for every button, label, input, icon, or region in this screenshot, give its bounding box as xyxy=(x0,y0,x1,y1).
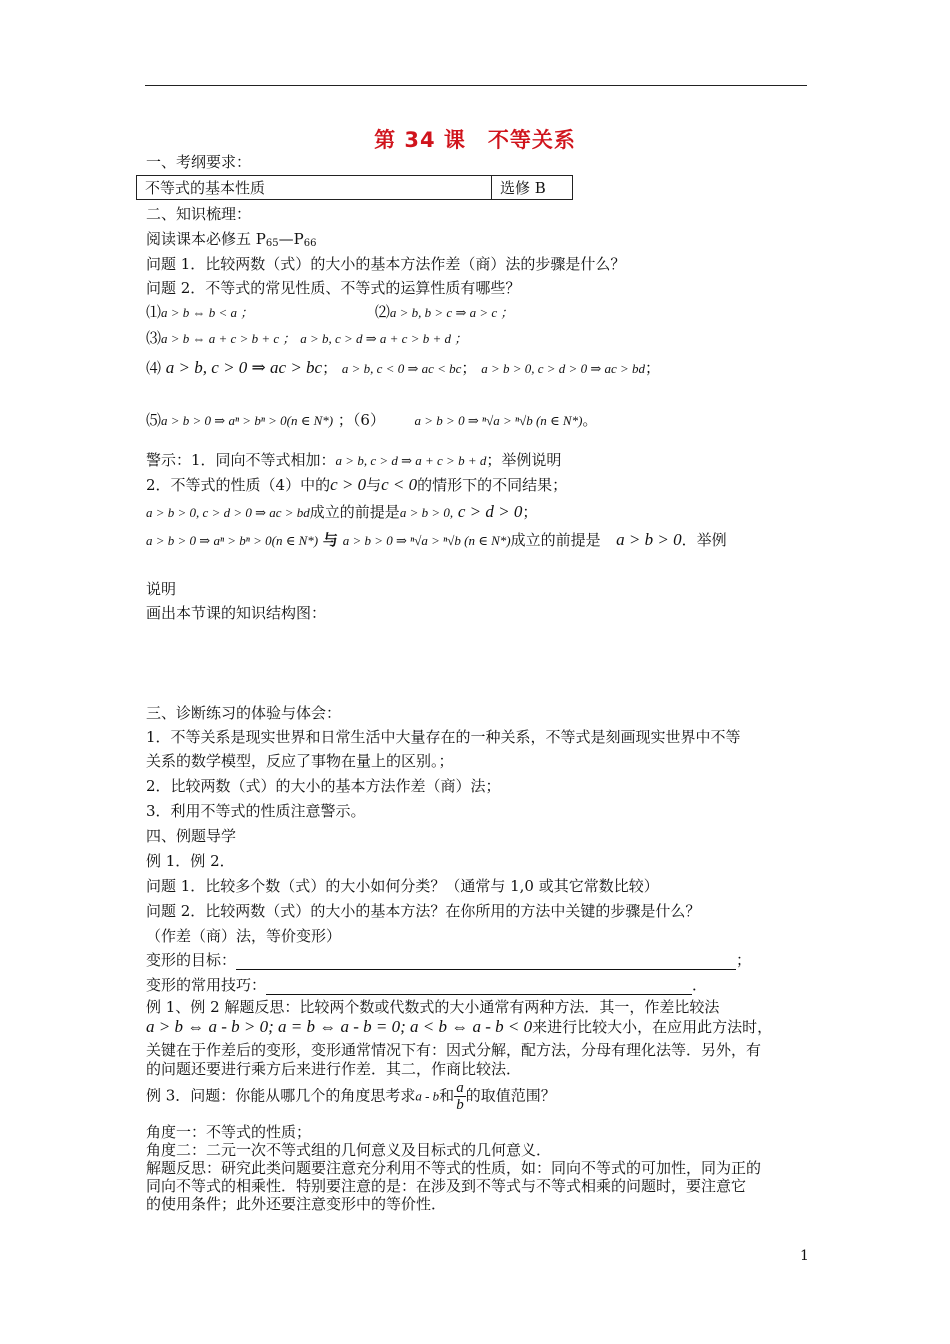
diagnosis-3: 3．利用不等式的性质注意警示。 xyxy=(146,802,366,820)
transform-techniques: 变形的常用技巧： ． xyxy=(146,976,708,994)
solution-reflection-1: 解题反思：研究此类问题要注意充分利用不等式的性质，如：同向不等式的可加性，同为正的 xyxy=(146,1159,762,1177)
goal-blank xyxy=(236,955,736,970)
fraction-a-over-b: $\frac{a}{b}$ xyxy=(456,1080,464,1113)
solution-reflection-2: 同向不等式的相乘性．特别要注意的是：在涉及到不等式与不等式相乘的问题时，要注意它 xyxy=(146,1177,747,1195)
reflection-2: a > b ⇔ a - b > 0; a = b ⇔ a - b = 0; a < b ⇔ a - b < 0来进行比较大小，在应用此方法时， xyxy=(146,1017,773,1036)
table-cell-topic: 不等式的基本性质 xyxy=(137,176,492,200)
reflection-4: 的问题还要进行乘方后来进行作差．其二，作商比较法． xyxy=(146,1060,522,1078)
page-number: 1 xyxy=(800,1248,809,1264)
table-cell-level: 选修 B xyxy=(492,176,573,200)
header-rule xyxy=(145,85,807,86)
question-2: 问题 2．不等式的常见性质、不等式的运算性质有哪些？ xyxy=(146,279,521,297)
section-heading-3: 三、诊断练习的体验与体会： xyxy=(146,704,342,722)
techniques-blank xyxy=(266,980,692,995)
warning-5: 说明 xyxy=(146,580,177,598)
structure-diagram-prompt: 画出本节课的知识结构图： xyxy=(146,604,327,622)
section-heading-1: 一、考纲要求： xyxy=(146,153,252,171)
reflection-3: 关键在于作差后的变形，变形通常情况下有：因式分解，配方法，分母有理化法等．另外，有 xyxy=(146,1041,762,1059)
property-line-3: ⑶a > b ⇔ a + c > b + c ； a > b, c > d ⇒ a + c > b + d ； xyxy=(146,329,468,347)
section-heading-2: 二、知识梳理： xyxy=(146,205,252,223)
reading-line: 阅读课本必修五 P65—P66 xyxy=(146,230,317,249)
property-line-1: ⑴a > b ⇔ b < a ； ⑵a > b, b > c ⇒ a > c ； xyxy=(146,303,514,321)
transform-goal: 变形的目标： ； xyxy=(146,951,752,969)
page-title: 第 34 课 不等关系 xyxy=(374,128,576,152)
requirements-table xyxy=(136,175,573,200)
warning-2: 2．不等式的性质（4）中的c > 0与c < 0的情形下的不同结果； xyxy=(146,475,568,494)
example-question-2-answer: （作差（商）法，等价变形） xyxy=(146,927,342,945)
diagnosis-2: 2．比较两数（式）的大小的基本方法作差（商）法； xyxy=(146,777,501,795)
section-heading-4: 四、例题导学 xyxy=(146,827,237,845)
example-1-2: 例 1．例 2． xyxy=(146,852,235,870)
warning-1: 警示：1．同向不等式相加：a > b, c > d ⇒ a + c > b + d；举例说明 xyxy=(146,451,562,469)
warning-3: a > b > 0, c > d > 0 ⇒ ac > bd成立的前提是a > b > 0, c > d > 0； xyxy=(146,502,538,521)
example-question-1: 问题 1．比较多个数（式）的大小如何分类？（通常与 1,0 或其它常数比较） xyxy=(146,877,659,895)
example-3: 例 3．问题：你能从哪几个的角度思考求a - b和 $\frac{a}{b}$ 的取值范围？ xyxy=(146,1080,556,1113)
property-line-4: ⑷ a > b, c > 0 ⇒ ac > bc； a > b, c < 0 ⇒ ac < bc； a > b > 0, c > d > 0 ⇒ ac > bd； xyxy=(146,358,661,377)
angle-2: 角度二：二元一次不等式组的几何意义及目标式的几何意义． xyxy=(146,1141,552,1159)
diagnosis-1a: 1．不等关系是现实世界和日常生活中大量存在的一种关系，不等式是刻画现实世界中不等 xyxy=(146,728,741,746)
diagnosis-1b: 关系的数学模型，反应了事物在量上的区别。； xyxy=(146,752,454,770)
example-question-2: 问题 2．比较两数（式）的大小的基本方法？在你所用的方法中关键的步骤是什么？ xyxy=(146,902,701,920)
reflection-1: 例 1、例 2 解题反思：比较两个数或代数式的大小通常有两种方法．其一，作差比较法 xyxy=(146,998,720,1016)
property-line-5: ⑸a > b > 0 ⇒ aⁿ > bⁿ > 0(n ∈ N*) ；（6） a > b > 0 ⇒ ⁿ√a > ⁿ√b (n ∈ N*)。 xyxy=(146,411,598,429)
warning-4: a > b > 0 ⇒ aⁿ > bⁿ > 0(n ∈ N*) 与 a > b > 0 ⇒ ⁿ√a > ⁿ√b (n ∈ N*)成立的前提是 a > b > 0．举例 xyxy=(146,530,727,549)
question-1: 问题 1．比较两数（式）的大小的基本方法作差（商）法的步骤是什么？ xyxy=(146,255,626,273)
angle-1: 角度一：不等式的性质； xyxy=(146,1123,312,1141)
solution-reflection-3: 的使用条件；此外还要注意变形中的等价性． xyxy=(146,1195,447,1213)
